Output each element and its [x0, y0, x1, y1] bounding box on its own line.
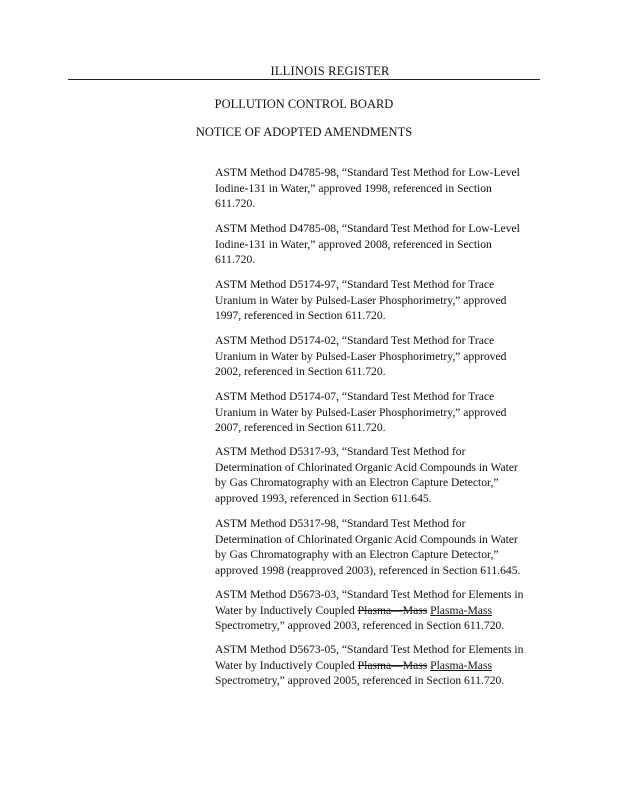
method-entry: ASTM Method D5174-02, “Standard Test Method for Trace Uranium in Water by Pulsed-Laser Phosphorimetry,” approved 2002, referenced in Section 611.720. [215, 334, 507, 379]
board-title: POLLUTION CONTROL BOARD [214, 97, 394, 111]
method-entry: ASTM Method D4785-08, “Standard Test Method for Low-Level Iodine-131 in Water,” approved 2008, referenced in Section 611.720. [215, 222, 520, 267]
register-title: ILLINOIS REGISTER [270, 64, 390, 78]
inserted-text: Plasma-Mass [430, 603, 492, 617]
entry-text: Spectrometry,” approved 2003, referenced in Section 611.720. [215, 619, 505, 633]
method-entry: ASTM Method D5174-07, “Standard Test Method for Trace Uranium in Water by Pulsed-Laser Phosphorimetry,” approved 2007, referenced in Section 611.720. [215, 390, 507, 435]
method-entry: ASTM Method D5317-98, “Standard Test Method for Determination of Chlorinated Organic Acid Compounds in Water by Gas Chromatography with an Electron Capture Detector,” approved 1998 (reapproved 2003), referenced in Section 611.645. [215, 517, 521, 577]
header-rule [68, 79, 540, 80]
notice-title: NOTICE OF ADOPTED AMENDMENTS [195, 125, 413, 139]
deleted-text: Plasma—Mass [357, 603, 428, 617]
entry-text: Spectrometry,” approved 2005, referenced in Section 611.720. [215, 674, 505, 688]
register-header [68, 64, 540, 79]
deleted-text: Plasma—Mass [357, 658, 428, 672]
inserted-text: Plasma-Mass [430, 658, 492, 672]
method-entry-icp-ms [215, 587, 550, 634]
method-entry-icp-ms [215, 642, 550, 689]
method-entry: ASTM Method D5174-97, “Standard Test Method for Trace Uranium in Water by Pulsed-Laser Phosphorimetry,” approved 1997, referenced in Section 611.720. [215, 278, 507, 323]
entry-text: ASTM Method D5673-05, “Standard Test Method for Elements in Water by Inductively Coupled [215, 643, 524, 672]
method-entry: ASTM Method D4785-98, “Standard Test Method for Low-Level Iodine-131 in Water,” approved 1998, referenced in Section 611.720. [215, 166, 520, 211]
method-entry: ASTM Method D5317-93, “Standard Test Method for Determination of Chlorinated Organic Acid Compounds in Water by Gas Chromatography with an Electron Capture Detector,” approved 1993, referenced in Section 611.645. [215, 445, 518, 505]
entry-text: ASTM Method D5673-03, “Standard Test Method for Elements in Water by Inductively Coupled [215, 588, 524, 617]
